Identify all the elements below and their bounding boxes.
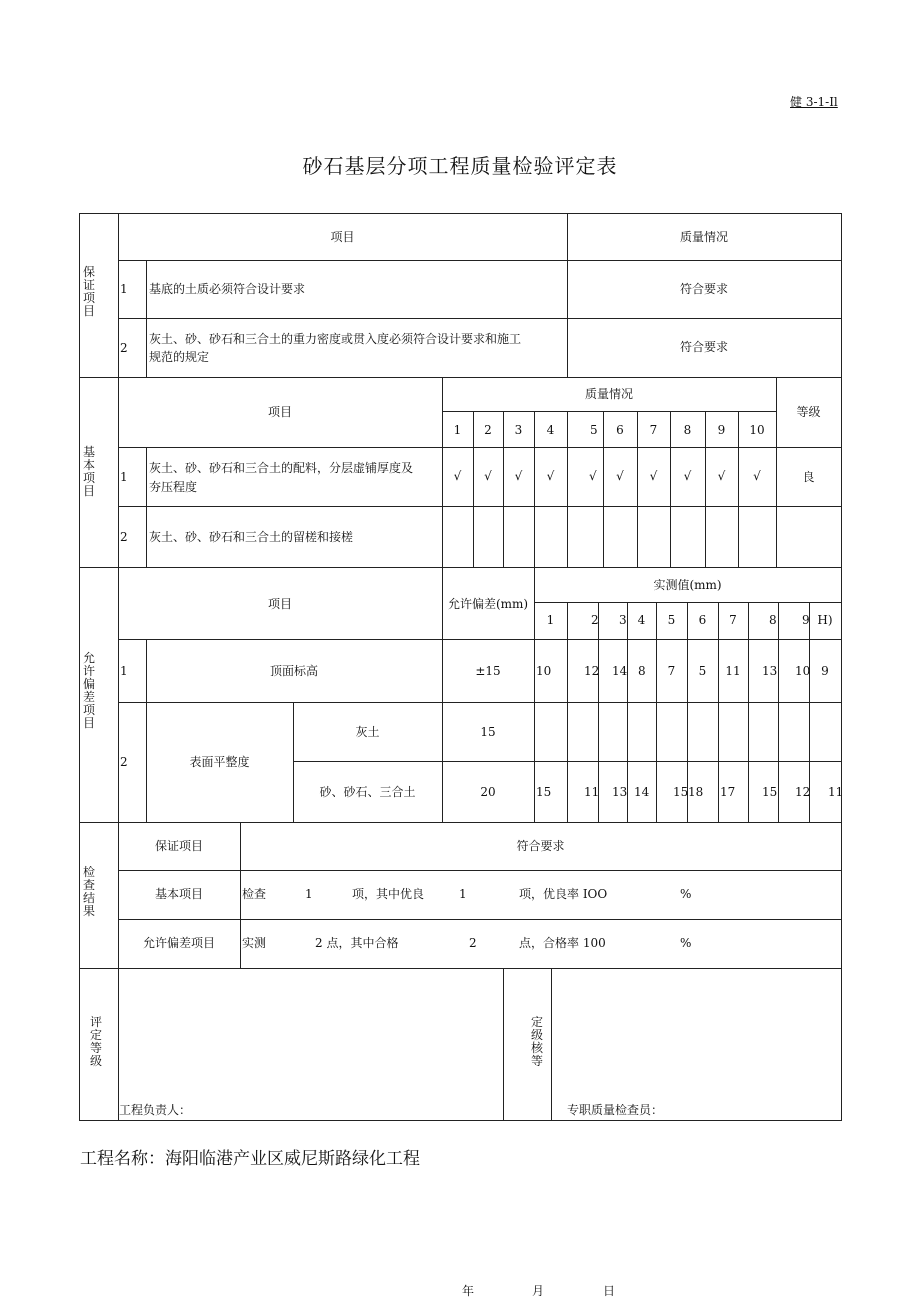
allowed-row-1-item: 顶面标高: [269, 664, 318, 678]
section-label-rating: 评定等级: [89, 1015, 102, 1068]
basic-mark-4: √: [546, 469, 555, 483]
section-label-allowed: 允许偏差项目: [82, 651, 95, 730]
basic-mark-9: √: [717, 469, 726, 483]
guarantee-row-2-item-line1: 灰土、砂、砂石和三合土的重力密度或贯入度必须符合设计要求和施工: [149, 332, 522, 346]
results-basic-text2: 项，其中优良: [352, 887, 425, 901]
results-allowed-label: 允许偏差项目: [142, 936, 215, 950]
results-allowed-percent: %: [680, 936, 692, 950]
quality-inspector-label: 专职质量检查员：: [567, 1103, 664, 1117]
results-allowed-text1: 实测: [242, 936, 267, 950]
allowed-col-3: 3: [619, 613, 627, 627]
allowed-r2-v9: 12: [795, 785, 811, 799]
basic-col-3: 3: [514, 423, 523, 437]
allowed-r1-v5: 7: [667, 664, 676, 678]
project-name: 工程名称：海阳临港产业区威尼斯路绿化工程: [80, 1149, 420, 1169]
basic-row-1-no: 1: [120, 470, 128, 484]
basic-header-quality: 质量情况: [584, 387, 633, 401]
basic-mark-3: √: [514, 469, 523, 483]
allowed-r2-v2: 11: [584, 785, 600, 799]
guarantee-row-2-result: 符合要求: [679, 340, 728, 354]
basic-col-4: 4: [546, 423, 555, 437]
section-label-results: 检查结果: [82, 865, 95, 918]
allowed-col-10: H): [817, 613, 833, 627]
allowed-col-6: 6: [698, 613, 707, 627]
basic-col-9: 9: [717, 423, 726, 437]
basic-header-grade: 等级: [796, 405, 821, 419]
section-label-basic: 基本项目: [82, 445, 95, 498]
basic-col-1: 1: [453, 423, 462, 437]
basic-mark-10: √: [753, 469, 761, 483]
basic-row-1-item-line2: 夯压程度: [149, 480, 198, 494]
results-basic-label: 基本项目: [154, 887, 203, 901]
basic-col-7: 7: [649, 423, 658, 437]
basic-col-2: 2: [484, 423, 492, 437]
date-month: 月: [532, 1284, 545, 1298]
basic-col-5: 5: [590, 423, 598, 437]
allowed-header-item: 项目: [267, 597, 292, 611]
guarantee-row-2-item-line2: 规范的规定: [149, 350, 210, 364]
guarantee-header-quality: 质量情况: [679, 230, 728, 244]
allowed-r2-v10: 11: [828, 785, 844, 799]
guarantee-row-1-result: 符合要求: [679, 282, 728, 296]
basic-mark-7: √: [649, 469, 658, 483]
basic-row-2-item: 灰土、砂、砂石和三合土的留槎和接槎: [149, 530, 354, 544]
results-allowed-text3: 点，合格率 100: [519, 936, 606, 950]
allowed-r2-v6: 18: [688, 785, 704, 799]
allowed-row-2-item: 表面平整度: [189, 755, 250, 769]
section-label-guarantee: 保证项目: [82, 265, 95, 318]
allowed-row-1-tolerance: ±15: [475, 664, 501, 678]
allowed-r1-v8: 13: [762, 664, 778, 678]
results-guarantee-label: 保证项目: [154, 839, 203, 853]
allowed-r2-v5: 15: [673, 785, 689, 799]
results-basic-text1: 检查: [242, 887, 267, 901]
allowed-col-5: 5: [667, 613, 676, 627]
basic-mark-1: √: [453, 469, 462, 483]
results-basic-text3: 项，优良率 IOO: [519, 887, 608, 901]
basic-row-1-grade: 良: [802, 470, 815, 484]
allowed-r2-v8: 15: [762, 785, 778, 799]
allowed-r1-v4: 8: [638, 664, 646, 678]
allowed-r2-v3: 13: [612, 785, 628, 799]
basic-mark-5: √: [589, 469, 597, 483]
page-title: 砂石基层分项工程质量检验评定表: [302, 154, 618, 178]
guarantee-header-item: 项目: [330, 230, 355, 244]
guarantee-row-2-no: 2: [120, 341, 128, 355]
basic-col-6: 6: [616, 423, 624, 437]
allowed-r2-v1: 15: [536, 785, 552, 799]
responsible-person-label: 工程负责人：: [119, 1103, 192, 1117]
allowed-r2-v7: 17: [720, 785, 736, 799]
allowed-row-2-sub1-name: 灰土: [355, 725, 380, 739]
allowed-col-2: 2: [591, 613, 599, 627]
allowed-row-1-no: 1: [120, 664, 128, 678]
allowed-r1-v2: 12: [584, 664, 600, 678]
allowed-r1-v7: 11: [725, 664, 741, 678]
allowed-col-1: 1: [546, 613, 555, 627]
allowed-r1-v9: 10: [795, 664, 811, 678]
guarantee-row-1-item: 基底的土质必须符合设计要求: [149, 282, 306, 296]
allowed-header-tolerance: 允许偏差(mm): [447, 597, 529, 611]
allowed-row-2-sub1-tolerance: 15: [480, 725, 496, 739]
results-basic-count: 1: [305, 887, 313, 901]
allowed-r1-v6: 5: [698, 664, 707, 678]
allowed-r1-v3: 14: [612, 664, 628, 678]
basic-header-item: 项目: [267, 405, 292, 419]
results-basic-excellent-count: 1: [459, 887, 467, 901]
allowed-r2-v4: 14: [634, 785, 650, 799]
allowed-col-8: 8: [769, 613, 777, 627]
allowed-row-2-sub2-name: 砂、砂石、三合土: [319, 785, 416, 799]
date-day: 日: [603, 1284, 616, 1298]
allowed-col-9: 9: [802, 613, 810, 627]
date-year: 年: [462, 1284, 475, 1298]
basic-mark-8: √: [683, 469, 692, 483]
allowed-col-7: 7: [729, 613, 737, 627]
results-allowed-text2: 2 点，其中合格: [315, 936, 399, 950]
results-guarantee-value: 符合要求: [516, 839, 565, 853]
results-basic-percent: %: [680, 887, 692, 901]
allowed-row-2-no: 2: [120, 755, 128, 769]
allowed-col-4: 4: [637, 613, 646, 627]
document-code: 健 3-1-Il: [790, 95, 838, 109]
allowed-r1-v10: 9: [821, 664, 829, 678]
basic-row-2-no: 2: [120, 530, 128, 544]
basic-row-1-item-line1: 灰土、砂、砂石和三合土的配料，分层虚铺厚度及: [149, 461, 414, 475]
allowed-header-measured: 实测值(mm): [653, 578, 722, 592]
allowed-r1-v1: 10: [536, 664, 552, 678]
basic-mark-2: √: [484, 469, 492, 483]
results-allowed-pass-count: 2: [469, 936, 477, 950]
basic-mark-6: √: [616, 469, 624, 483]
basic-col-10: 10: [749, 423, 765, 437]
grade-verification-label: 定级核等: [530, 1015, 543, 1068]
allowed-row-2-sub2-tolerance: 20: [480, 785, 496, 799]
basic-col-8: 8: [683, 423, 692, 437]
guarantee-row-1-no: 1: [120, 282, 128, 296]
